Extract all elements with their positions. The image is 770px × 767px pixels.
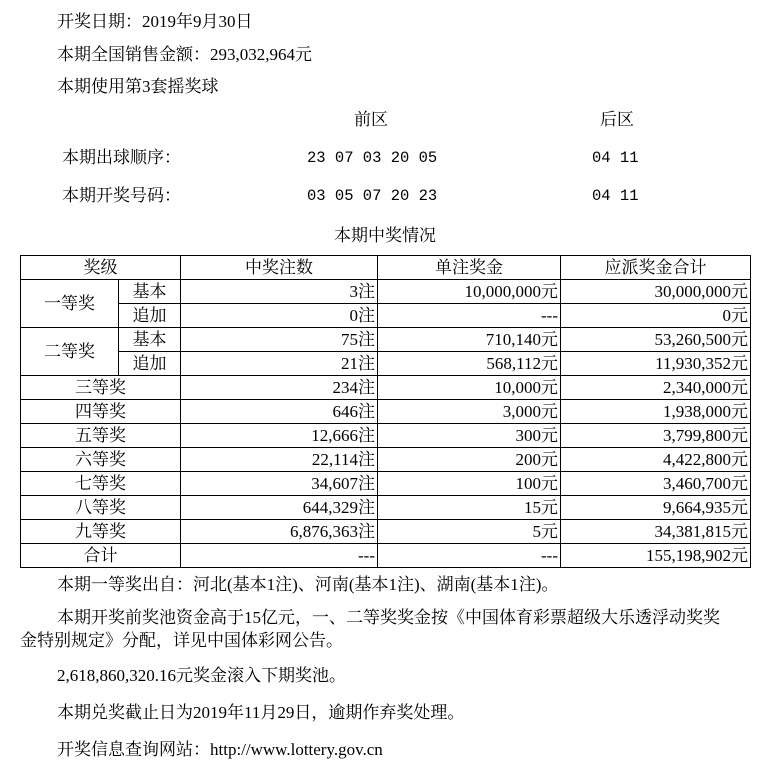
winning-front-numbers: 03 05 07 20 23: [307, 187, 438, 205]
website-line: [57, 740, 383, 760]
winner-count: 646注: [181, 400, 378, 424]
prize-tier-name: 八等奖: [21, 496, 181, 520]
sales-amount-label: 本期全国销售金额：: [57, 45, 210, 64]
winner-count: 6,876,363注: [181, 520, 378, 544]
total-prize: 3,799,800元: [561, 424, 751, 448]
unit-prize: 710,140元: [378, 328, 561, 352]
first-prize-origin: 本期一等奖出自：河北(基本1注)、河南(基本1注)、湖南(基本1注)。: [57, 575, 559, 594]
prize-row: [21, 472, 751, 496]
winner-count: 12,666注: [181, 424, 378, 448]
summary-label: 合计: [21, 544, 181, 568]
winner-count: 234注: [181, 376, 378, 400]
website-url: http://www.lottery.gov.cn: [210, 740, 383, 759]
winner-count: 21注: [181, 352, 378, 376]
winner-count: 75注: [181, 328, 378, 352]
bet-type: 基本: [119, 280, 181, 304]
draw-order-front-numbers: 23 07 03 20 05: [307, 149, 438, 167]
total-prize: 4,422,800元: [561, 448, 751, 472]
prize-row: [21, 328, 751, 352]
winner-count: 644,329注: [181, 496, 378, 520]
draw-date: 2019年9月30日: [142, 12, 253, 31]
website-label: 开奖信息查询网站：: [57, 740, 210, 759]
unit-prize: 568,112元: [378, 352, 561, 376]
total-prize: 1,938,000元: [561, 400, 751, 424]
prize-row: [21, 376, 751, 400]
prize-row: [21, 400, 751, 424]
total-prize: 2,340,000元: [561, 376, 751, 400]
prize-tier-name: 二等奖: [21, 328, 119, 376]
prize-tier-name: 五等奖: [21, 424, 181, 448]
summary-winners: ---: [181, 544, 378, 568]
header-tier: 奖级: [21, 256, 181, 280]
summary-row: [21, 544, 751, 568]
winner-count: 3注: [181, 280, 378, 304]
claim-deadline-note: 本期兑奖截止日为2019年11月29日，逾期作弃奖处理。: [57, 703, 465, 722]
prize-tier-name: 四等奖: [21, 400, 181, 424]
total-prize: 30,000,000元: [561, 280, 751, 304]
unit-prize: 300元: [378, 424, 561, 448]
total-prize: 9,664,935元: [561, 496, 751, 520]
draw-date-label: 开奖日期：: [57, 12, 142, 31]
winner-count: 22,114注: [181, 448, 378, 472]
unit-prize: 5元: [378, 520, 561, 544]
unit-prize: 200元: [378, 448, 561, 472]
total-prize: 11,930,352元: [561, 352, 751, 376]
prize-tier-name: 三等奖: [21, 376, 181, 400]
draw-order-back-numbers: 04 11: [592, 149, 639, 167]
unit-prize: 15元: [378, 496, 561, 520]
prize-row: [21, 496, 751, 520]
draw-order-label: 本期出球顺序：: [62, 148, 181, 167]
unit-prize: 10,000,000元: [378, 280, 561, 304]
total-prize: 53,260,500元: [561, 328, 751, 352]
unit-prize: 10,000元: [378, 376, 561, 400]
prize-row: [21, 424, 751, 448]
unit-prize: ---: [378, 304, 561, 328]
sales-amount: 293,032,964元: [210, 45, 312, 64]
header-total: 应派奖金合计: [561, 256, 751, 280]
front-zone-header: 前区: [354, 110, 388, 129]
prize-row: [21, 304, 751, 328]
total-prize: 3,460,700元: [561, 472, 751, 496]
draw-date-line: [57, 12, 253, 32]
prize-row: [21, 280, 751, 304]
rollover-note: 2,618,860,320.16元奖金滚入下期奖池。: [57, 666, 346, 685]
winner-count: 34,607注: [181, 472, 378, 496]
sales-amount-line: [57, 45, 312, 65]
winner-count: 0注: [181, 304, 378, 328]
table-header-row: [21, 256, 751, 280]
prize-row: [21, 520, 751, 544]
unit-prize: 100元: [378, 472, 561, 496]
jackpot-rule-line-2: 金特别规定》分配，详见中国体彩网公告。: [20, 631, 343, 650]
jackpot-rule-line-1: 本期开奖前奖池资金高于15亿元，一、二等奖奖金按《中国体育彩票超级大乐透浮动奖奖: [57, 608, 720, 627]
prize-row: [21, 352, 751, 376]
winning-numbers-label: 本期开奖号码：: [62, 186, 181, 205]
header-unit-prize: 单注奖金: [378, 256, 561, 280]
bet-type: 追加: [119, 304, 181, 328]
prize-table: [20, 255, 751, 568]
winning-back-numbers: 04 11: [592, 187, 639, 205]
total-prize: 0元: [561, 304, 751, 328]
prize-tier-name: 九等奖: [21, 520, 181, 544]
header-winners: 中奖注数: [181, 256, 378, 280]
prize-tier-name: 七等奖: [21, 472, 181, 496]
summary-total: 155,198,902元: [561, 544, 751, 568]
unit-prize: 3,000元: [378, 400, 561, 424]
prize-table-title: 本期中奖情况: [334, 226, 436, 245]
total-prize: 34,381,815元: [561, 520, 751, 544]
ball-set-line: 本期使用第3套摇奖球: [57, 77, 219, 96]
prize-tier-name: 一等奖: [21, 280, 119, 328]
bet-type: 基本: [119, 328, 181, 352]
prize-tier-name: 六等奖: [21, 448, 181, 472]
back-zone-header: 后区: [600, 110, 634, 129]
bet-type: 追加: [119, 352, 181, 376]
summary-unit-prize: ---: [378, 544, 561, 568]
prize-row: [21, 448, 751, 472]
